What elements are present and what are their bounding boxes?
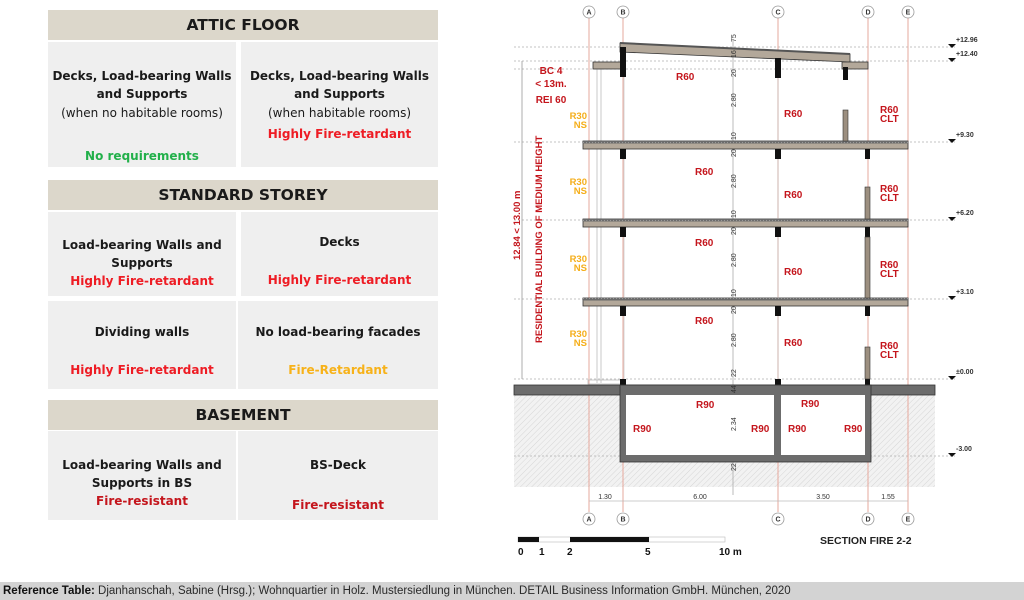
cell-title: Decks, Load-bearing Walls: [52, 69, 232, 83]
svg-text:R60: R60: [880, 184, 899, 195]
cell-requirement: Fire-resistant: [292, 498, 384, 512]
svg-text:NS: NS: [573, 338, 587, 349]
svg-text:16: 16: [731, 50, 738, 58]
section-title: SECTION FIRE 2-2: [820, 535, 912, 547]
cell-title: Decks, Load-bearing Walls: [249, 69, 430, 83]
floor-slabs: [583, 141, 908, 306]
cell-requirement: Highly Fire-retardant: [70, 274, 214, 288]
reference-label: Reference Table:: [3, 585, 95, 597]
svg-text:2.80: 2.80: [731, 174, 738, 188]
axis-markers-top: [583, 6, 914, 18]
svg-text:10: 10: [731, 289, 738, 297]
svg-text:R90: R90: [633, 424, 652, 435]
svg-text:1: 1: [539, 547, 545, 558]
svg-text:10: 10: [731, 210, 738, 218]
cell-title: Supports: [111, 256, 173, 270]
cell-title: Dividing walls: [94, 325, 190, 339]
cell-title: Decks: [319, 235, 360, 249]
svg-text:2.80: 2.80: [731, 333, 738, 347]
cell-requirement: Fire-Retardant: [288, 363, 388, 377]
level-markers: [948, 44, 956, 457]
svg-text:20: 20: [731, 149, 738, 157]
svg-text:R30: R30: [569, 329, 587, 340]
svg-text:< 13m.: < 13m.: [535, 79, 567, 90]
svg-text:±0.00: ±0.00: [956, 369, 974, 376]
svg-text:6.00: 6.00: [693, 494, 707, 501]
svg-text:R90: R90: [801, 399, 820, 410]
svg-text:+12.40: +12.40: [956, 51, 978, 58]
svg-text:NS: NS: [573, 120, 587, 131]
svg-text:R60: R60: [880, 105, 899, 116]
scale-bar: [518, 537, 725, 542]
svg-text:R90: R90: [751, 424, 770, 435]
svg-text:2.80: 2.80: [731, 253, 738, 267]
svg-text:D: D: [865, 516, 871, 524]
svg-text:44: 44: [731, 385, 738, 393]
reference-footer: [0, 582, 1024, 600]
cell-requirement: Highly Fire-retardant: [267, 273, 412, 287]
svg-text:R60: R60: [784, 190, 803, 201]
svg-text:NS: NS: [573, 263, 587, 274]
cell-requirement: No requirements: [85, 149, 199, 163]
svg-text:R60: R60: [784, 109, 803, 120]
svg-text:R60: R60: [784, 267, 803, 278]
svg-text:+9.30: +9.30: [956, 132, 974, 139]
cell-title: Load-bearing Walls and: [62, 238, 222, 252]
svg-text:CLT: CLT: [880, 350, 899, 361]
svg-text:R60: R60: [695, 167, 714, 178]
svg-text:CLT: CLT: [880, 269, 899, 280]
svg-text:0: 0: [518, 547, 524, 558]
svg-text:R30: R30: [569, 111, 587, 122]
svg-text:R30: R30: [569, 254, 587, 265]
cell-note: (when habitable rooms): [268, 106, 411, 120]
svg-text:R30: R30: [569, 177, 587, 188]
svg-text:R90: R90: [696, 400, 715, 411]
svg-text:75: 75: [731, 34, 738, 42]
cell-requirement: Fire-resistant: [96, 494, 188, 508]
cell-title: No load-bearing facades: [255, 325, 421, 339]
cell-title: Supports in BS: [91, 476, 193, 490]
svg-text:10 m: 10 m: [719, 547, 742, 558]
svg-text:R60: R60: [880, 341, 899, 352]
attic-floor-header: ATTIC FLOOR: [48, 10, 438, 40]
svg-text:B: B: [620, 516, 626, 524]
svg-text:R60: R60: [676, 72, 695, 83]
cell-title: and Supports: [294, 87, 385, 101]
cell-requirement: Highly Fire-retardant: [70, 363, 214, 377]
svg-text:A: A: [586, 516, 592, 524]
svg-text:R60: R60: [880, 260, 899, 271]
svg-text:R90: R90: [788, 424, 807, 435]
svg-text:E: E: [905, 9, 911, 17]
axis-markers-bottom: [583, 513, 914, 525]
svg-text:BC 4: BC 4: [539, 66, 563, 77]
building-type-label: RESIDENTIAL BUILDING OF MEDIUM HEIGHT: [534, 135, 545, 343]
svg-text:CLT: CLT: [880, 193, 899, 204]
svg-text:+6.20: +6.20: [956, 210, 974, 217]
standard-storey-header: STANDARD STOREY: [48, 180, 438, 210]
svg-text:3.50: 3.50: [816, 494, 830, 501]
svg-text:20: 20: [731, 69, 738, 77]
svg-text:C: C: [775, 516, 781, 524]
svg-text:5: 5: [645, 547, 651, 558]
svg-text:REI 60: REI 60: [535, 95, 567, 106]
svg-text:E: E: [905, 516, 911, 524]
svg-text:D: D: [865, 9, 871, 17]
svg-text:1.55: 1.55: [881, 494, 895, 501]
svg-text:2.34: 2.34: [731, 417, 738, 431]
svg-text:C: C: [775, 9, 781, 17]
svg-text:-3.00: -3.00: [956, 446, 972, 453]
svg-text:22: 22: [731, 369, 738, 377]
svg-text:20: 20: [731, 306, 738, 314]
svg-text:1.30: 1.30: [598, 494, 612, 501]
svg-text:2: 2: [567, 547, 573, 558]
svg-text:R90: R90: [844, 424, 863, 435]
cell-title: BS-Deck: [310, 458, 366, 472]
reference-text: Djanhanschah, Sabine (Hrsg.); Wohnquartier in Holz. Mustersiedlung in München. DETAIL Business Information GmbH. München, 2020: [94, 585, 791, 597]
basement-header: BASEMENT: [48, 400, 438, 430]
svg-text:R60: R60: [695, 238, 714, 249]
svg-text:2.80: 2.80: [731, 93, 738, 107]
svg-text:CLT: CLT: [880, 114, 899, 125]
svg-text:R60: R60: [784, 338, 803, 349]
svg-text:B: B: [620, 9, 626, 17]
svg-text:R60: R60: [695, 316, 714, 327]
cell-title: and Supports: [96, 87, 188, 101]
cell-note: (when no habitable rooms): [61, 106, 223, 120]
cell-requirement: Highly Fire-retardant: [267, 127, 412, 141]
svg-text:+3.10: +3.10: [956, 289, 974, 296]
svg-text:10: 10: [731, 132, 738, 140]
svg-text:22: 22: [731, 463, 738, 471]
cell-title: Load-bearing Walls and: [62, 458, 222, 472]
svg-text:+12.96: +12.96: [956, 37, 978, 44]
height-label: 12.84 < 13.00 m: [512, 190, 523, 260]
svg-text:A: A: [586, 9, 592, 17]
svg-text:NS: NS: [573, 186, 587, 197]
svg-text:20: 20: [731, 227, 738, 235]
